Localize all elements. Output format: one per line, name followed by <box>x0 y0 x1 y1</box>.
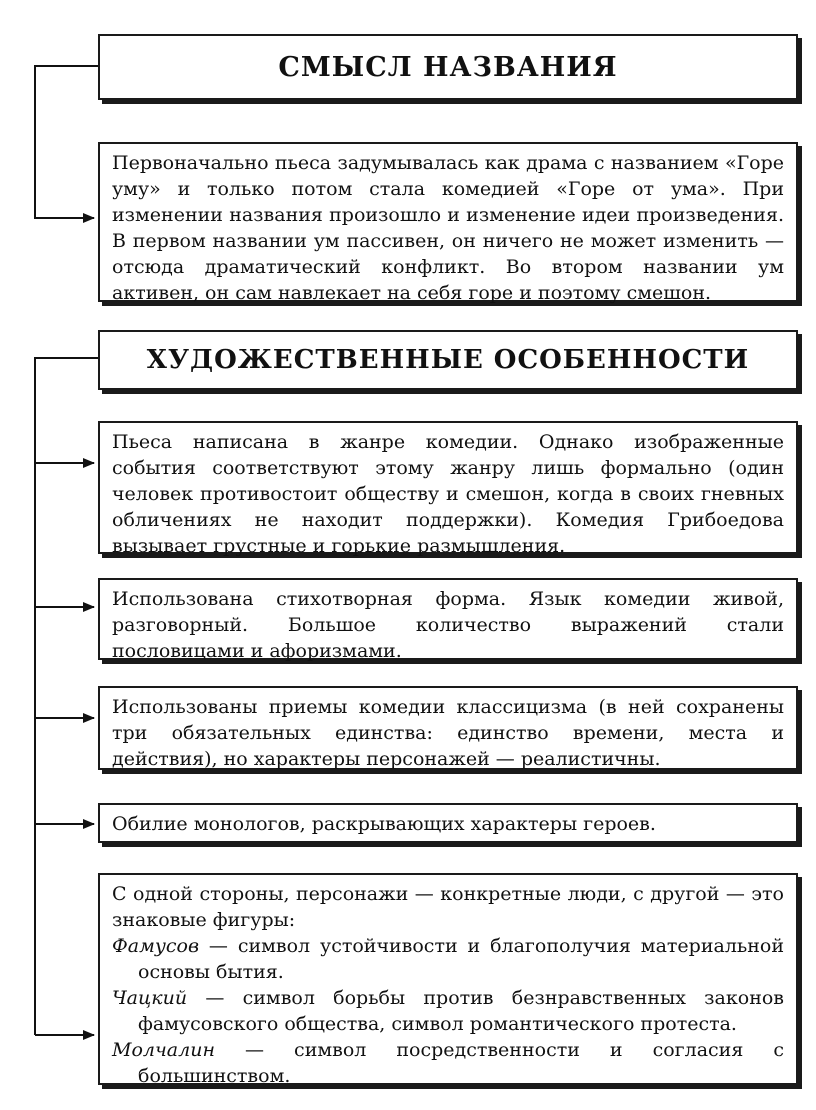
feature-item-3-text: Использованы приемы комедии классицизма (в ней сохранены три обязательных единства: единство времени, места и действия), но характеры персонажей — реалистичны. <box>112 696 784 770</box>
feature-item-1-text: Пьеса написана в жанре комедии. Однако изображенные события соответствуют этому жанру лишь формально (один человек противостоит обществу и смешон, когда в своих гневных обличениях не находит поддержки). Комедия Грибоедова вызывает грустные и горькие размышления. <box>112 431 784 557</box>
meaning-title: СМЫСЛ НАЗВАНИЯ <box>278 51 618 83</box>
feature-item-2 <box>98 578 798 660</box>
character-molchalin-desc: — символ посредственности и согласия с большинством. <box>138 1039 784 1087</box>
connector-meaning <box>35 66 98 218</box>
character-molchalin-name: Молчалин <box>112 1039 215 1061</box>
features-title-box <box>98 330 798 390</box>
meaning-title-box <box>98 34 798 100</box>
character-famusov-desc: — символ устойчивости и благополучия материальной основы бытия. <box>138 935 784 983</box>
feature-item-4 <box>98 803 798 843</box>
character-molchalin <box>112 1037 784 1089</box>
feature-item-characters <box>98 873 798 1085</box>
character-famusov-name: Фамусов <box>112 935 200 957</box>
feature-item-1 <box>98 421 798 557</box>
character-chatsky <box>112 985 784 1037</box>
meaning-text: Первоначально пьеса задумывалась как драма с названием «Горе уму» и только потом стала комедией «Горе от ума». При изменении названия произошло и изменение идеи произведения. В первом названии ум пассивен, он ничего не может изменить — отсюда драматический конфликт. Во втором названии ум активен, он сам навлекает на себя горе и поэтому смешон. <box>112 152 784 304</box>
characters-intro: С одной стороны, персонажи — конкретные люди, с другой — это знаковые фигуры: <box>112 883 784 931</box>
meaning-text-box <box>98 142 798 302</box>
character-chatsky-desc: — символ борьбы против безнравственных законов фамусовского общества, символ романтического протеста. <box>138 987 784 1035</box>
character-famusov <box>112 933 784 985</box>
features-title: ХУДОЖЕСТВЕННЫЕ ОСОБЕННОСТИ <box>146 345 750 375</box>
connector-features-spine <box>35 358 98 1035</box>
feature-item-3 <box>98 686 798 770</box>
feature-item-4-text: Обилие монологов, раскрывающих характеры героев. <box>112 813 656 835</box>
character-chatsky-name: Чацкий <box>112 987 188 1009</box>
feature-item-2-text: Использована стихотворная форма. Язык комедии живой, разговорный. Большое количество выражений стали пословицами и афоризмами. <box>112 588 784 662</box>
